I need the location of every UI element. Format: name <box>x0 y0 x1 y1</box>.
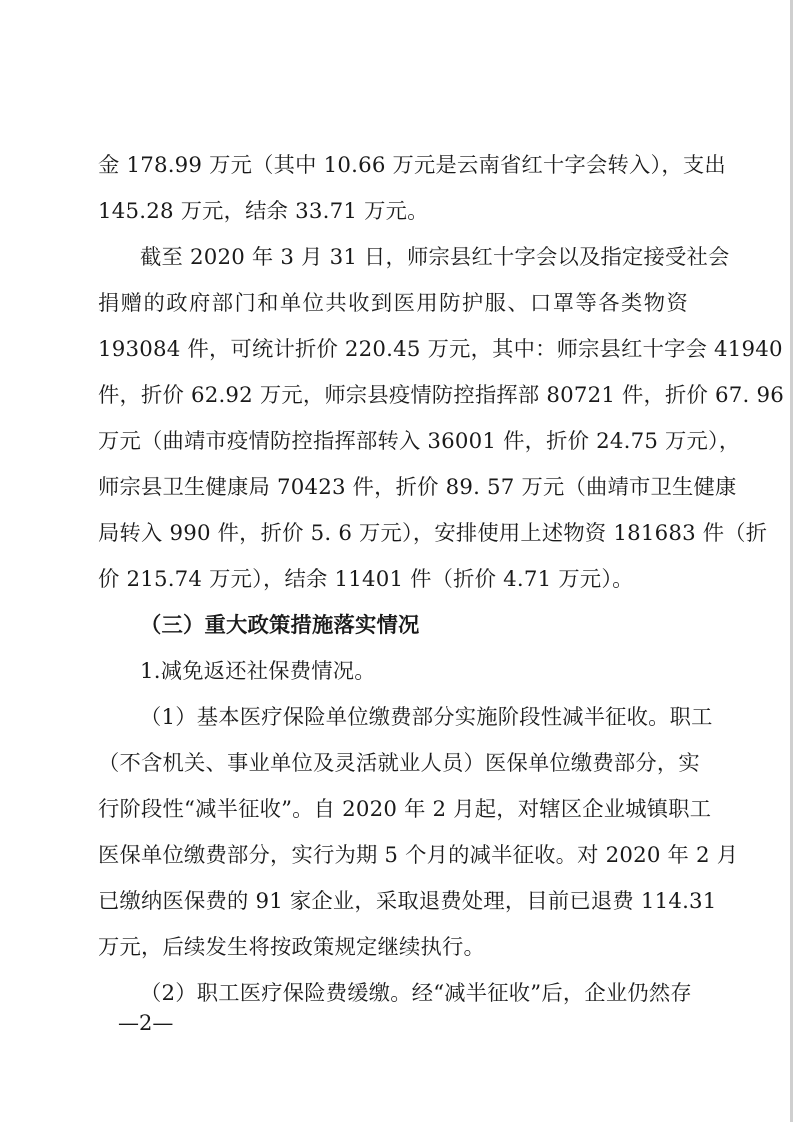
paragraph-line: （不含机关、事业单位及灵活就业人员）医保单位缴费部分，实 <box>98 751 700 776</box>
section-heading: （三）重大政策措施落实情况 <box>140 613 420 638</box>
paragraph-line: （2）职工医疗保险费缓缴。经“减半征收”后，企业仍然存 <box>140 981 692 1006</box>
paragraph-line: 万元，后续发生将按政策规定继续执行。 <box>98 935 485 960</box>
page-number: —2— <box>118 1011 174 1035</box>
paragraph-line: 件，折价 62.92 万元，师宗县疫情防控指挥部 80721 件，折价 67. 96 <box>98 383 784 408</box>
paragraph-line: 师宗县卫生健康局 70423 件，折价 89. 57 万元（曲靖市卫生健康 <box>98 475 737 500</box>
paragraph-line: 行阶段性“减半征收”。自 2020 年 2 月起，对辖区企业城镇职工 <box>98 797 712 822</box>
paragraph-line: 145.28 万元，结余 33.71 万元。 <box>98 199 429 224</box>
paragraph-line: 万元（曲靖市疫情防控指挥部转入 36001 件，折价 24.75 万元）， <box>98 429 741 454</box>
paragraph-line: （1）基本医疗保险单位缴费部分实施阶段性减半征收。职工 <box>140 705 713 730</box>
paragraph-line: 捐赠的政府部门和单位共收到医用防护服、口罩等各类物资 <box>98 291 688 316</box>
subsection-heading: 1.减免返还社保费情况。 <box>140 659 376 684</box>
paragraph-line: 价 215.74 万元），结余 11401 件（折价 4.71 万元）。 <box>98 567 634 592</box>
paragraph-line: 医保单位缴费部分，实行为期 5 个月的减半征收。对 2020 年 2 月 <box>98 843 739 868</box>
paragraph-line: 截至 2020 年 3 月 31 日，师宗县红十字会以及指定接受社会 <box>140 245 730 270</box>
paragraph-line: 金 178.99 万元（其中 10.66 万元是云南省红十字会转入），支出 <box>98 153 726 178</box>
paragraph-line: 局转入 990 件，折价 5. 6 万元），安排使用上述物资 181683 件（折 <box>98 521 768 546</box>
paragraph-line: 已缴纳医保费的 91 家企业，采取退费处理，目前已退费 114.31 <box>98 889 717 914</box>
paragraph-line: 193084 件，可统计折价 220.45 万元，其中：师宗县红十字会 41940 <box>98 337 783 362</box>
